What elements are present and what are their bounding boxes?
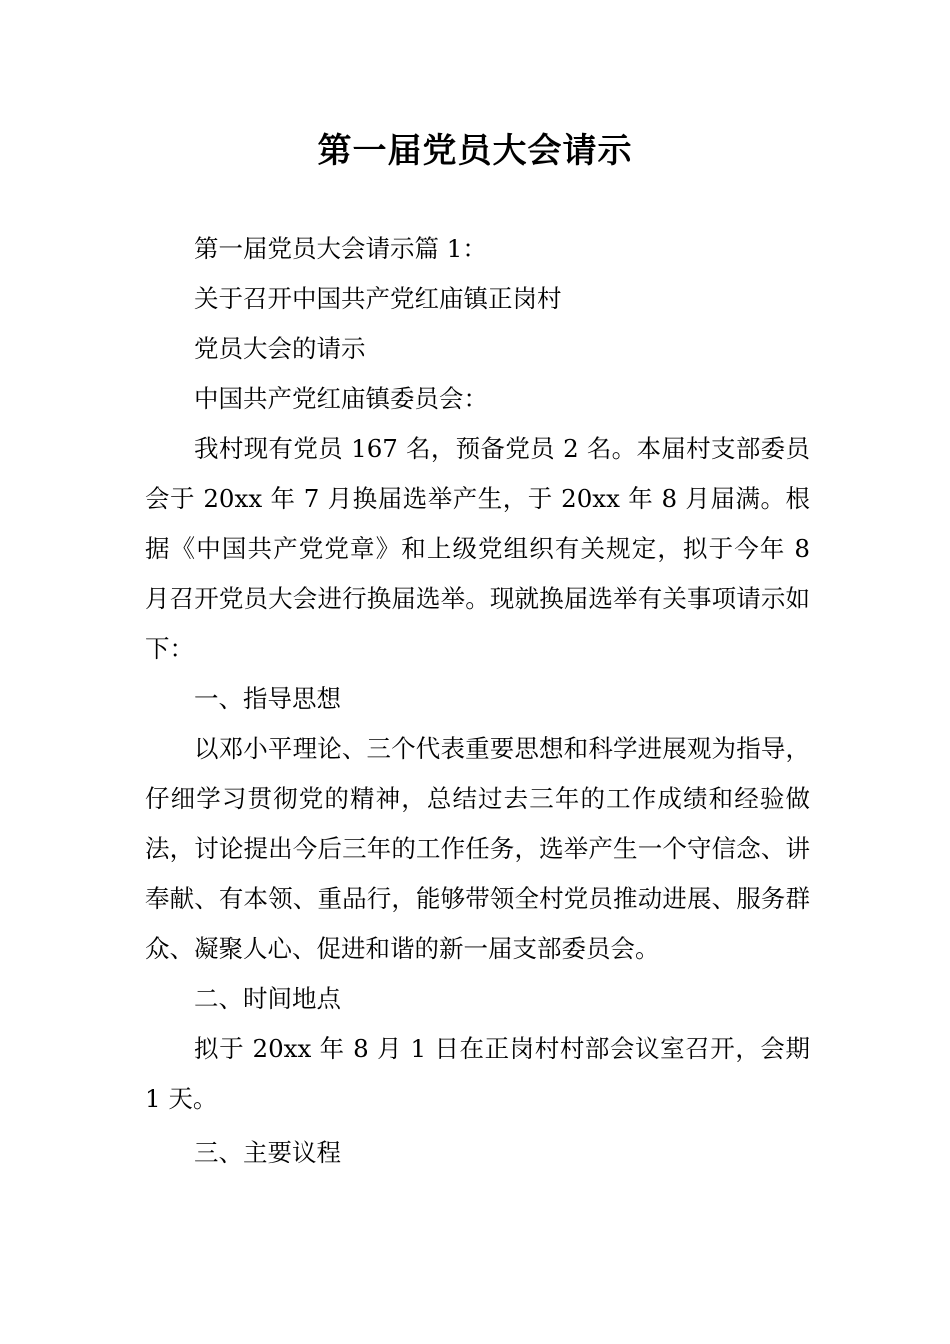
section-heading-1: 一、指导思想 [194,684,341,713]
section-heading-2: 二、时间地点 [194,984,341,1013]
paragraph-heading-line-1: 关于召开中国共产党红庙镇正岗村 [194,284,562,313]
paragraph-guiding-ideology: 以邓小平理论、三个代表重要思想和科学进展观为指导，仔细学习贯彻党的精神，总结过去三年的工作成绩和经验做法，讨论提出今后三年的工作任务，选举产生一个守信念、讲奉献、有本领、重品行，能够带领全村党员推动进展、服务群众、凝聚人心、促进和谐的新一届支部委员会。 [145,734,810,963]
section-heading-3: 三、主要议程 [194,1138,341,1167]
paragraph-intro: 我村现有党员 167 名，预备党员 2 名。本届村支部委员会于 20xx 年 7 月换届选举产生，于 20xx 年 8 月届满。根据《中国共产党党章》和上级党组织有关规定，拟于今年 8 月召开党员大会进行换届选举。现就换届选举有关事项请示如下： [145,434,810,663]
document-title: 第一届党员大会请示 [317,131,633,171]
paragraph-subtitle: 第一届党员大会请示篇 1： [194,234,487,263]
document-body [145,224,810,1178]
paragraph-addressee: 中国共产党红庙镇委员会： [194,384,488,413]
paragraph-time-place: 拟于 20xx 年 8 月 1 日在正岗村村部会议室召开，会期 1 天。 [145,1034,810,1113]
paragraph-heading-line-2: 党员大会的请示 [194,334,366,363]
